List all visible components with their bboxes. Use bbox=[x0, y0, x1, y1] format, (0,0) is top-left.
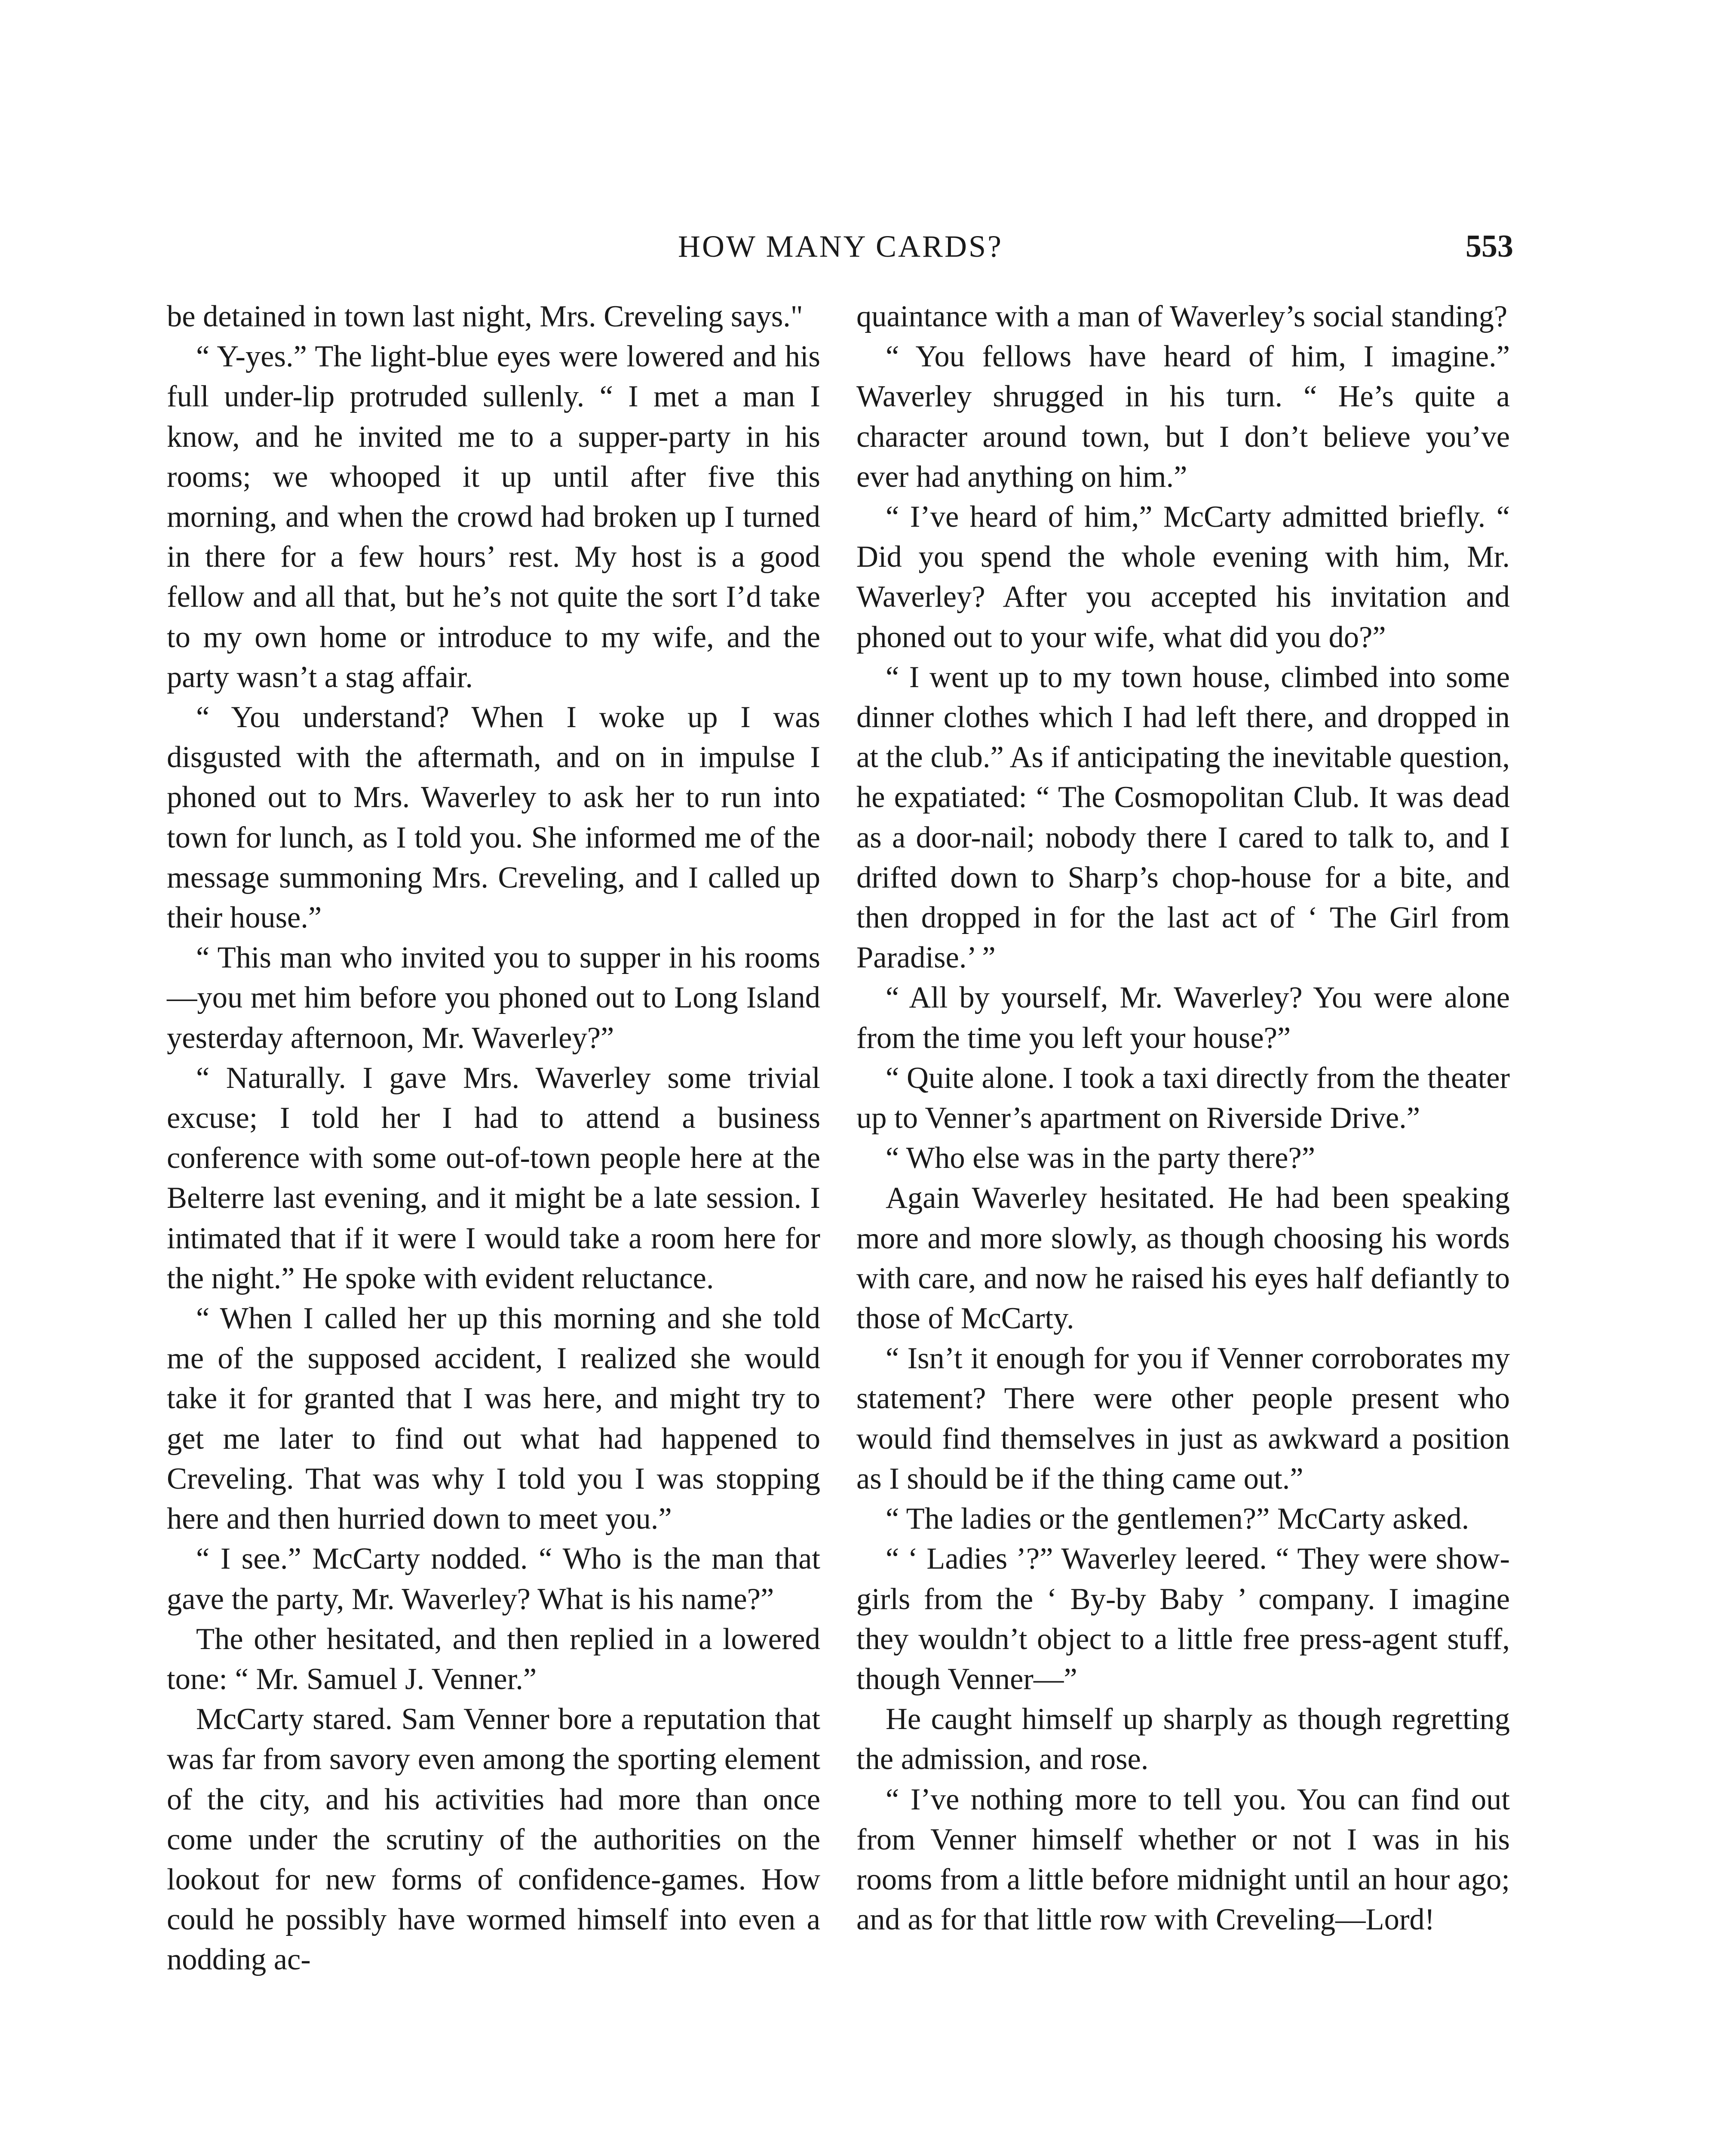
paragraph: “ I see.” McCarty nodded. “ Who is the man that gave the party, Mr. Waverley? What is his name?” bbox=[167, 1542, 820, 1616]
paragraph: “ Who else was in the party there?” bbox=[886, 1141, 1315, 1175]
paragraph: “ Isn’t it enough for you if Venner corroborates my statement? There were other people present who would find themselves in just as awkward a position as I should be if the thing came out.” bbox=[856, 1342, 1510, 1496]
running-title: HOW MANY CARDS? bbox=[678, 229, 1003, 264]
paragraph: “ The ladies or the gentlemen?” McCarty asked. bbox=[886, 1502, 1469, 1536]
paragraph: “ You fellows have heard of him, I imagine.” Waverley shrugged in his turn. “ He’s quite a character around town, but I don’t believe you’ve ever had anything on him.” bbox=[856, 340, 1510, 494]
paragraph: “ This man who invited you to supper in his rooms—you met him before you phoned out to Long Island yesterday afternoon, Mr. Waverley?” bbox=[167, 941, 820, 1055]
paragraph: He caught himself up sharply as though regretting the admission, and rose. bbox=[856, 1702, 1510, 1776]
paragraph: “ Quite alone. I took a taxi directly from the theater up to Venner’s apartment on Riverside Drive.” bbox=[856, 1061, 1510, 1135]
paragraph: McCarty stared. Sam Venner bore a reputation that was far from savory even among the sporting element of the city, and his activities had more than once come under the scrutiny of the authorities on the lookout for new forms of confidence-games. How could he possibly have wormed himself into even a nodding ac- bbox=[167, 1702, 820, 1977]
right-column bbox=[856, 297, 1510, 1940]
paragraph: “ All by yourself, Mr. Waverley? You were alone from the time you left your house?” bbox=[856, 981, 1510, 1055]
page-number: 553 bbox=[1466, 229, 1513, 264]
left-column bbox=[167, 297, 820, 1980]
paragraph: “ I’ve nothing more to tell you. You can find out from Venner himself whether or not I was in his rooms from a little before midnight until an hour ago; and as for that little row with Creveling—Lord! bbox=[856, 1782, 1510, 1937]
paragraph: “ I went up to my town house, climbed into some dinner clothes which I had left there, and dropped in at the club.” As if anticipating the inevitable question, he expatiated: “ The Cosmopolitan Club. It was dead as a door-nail; nobody there I cared to talk to, and I drifted down to Sharp’s chop-house for a bite, and then dropped in for the last act of ‘ The Girl from Paradise.’ ” bbox=[856, 660, 1510, 975]
paragraph: “ You understand? When I woke up I was disgusted with the aftermath, and on in impulse I phoned out to Mrs. Waverley to ask her to run into town for lunch, as I told you. She informed me of the message summoning Mrs. Creveling, and I called up their house.” bbox=[167, 700, 820, 935]
running-head bbox=[168, 223, 1513, 270]
paragraph: Again Waverley hesitated. He had been speaking more and more slowly, as though choosing his words with care, and now he raised his eyes half defiantly to those of McCarty. bbox=[856, 1181, 1510, 1336]
paragraph: “ I’ve heard of him,” McCarty admitted briefly. “ Did you spend the whole evening with him, Mr. Waverley? After you accepted his invitation and phoned out to your wife, what did you do?” bbox=[856, 500, 1510, 654]
paragraph: “ When I called her up this morning and she told me of the supposed accident, I realized she would take it for granted that I was here, and might try to get me later to find out what had happened to Creveling. That was why I told you I was stopping here and then hurried down to meet you.” bbox=[167, 1302, 820, 1536]
paragraph: be detained in town last night, Mrs. Creveling says." bbox=[167, 300, 803, 333]
paragraph: “ ‘ Ladies ’?” Waverley leered. “ They were show-girls from the ‘ By-by Baby ’ company. I imagine they wouldn’t object to a little free press-agent stuff, though Venner—” bbox=[856, 1542, 1510, 1696]
paragraph: “ Naturally. I gave Mrs. Waverley some trivial excuse; I told her I had to attend a business conference with some out-of-town people here at the Belterre last evening, and it might be a late session. I intimated that if it were I would take a room here for the night.” He spoke with evident reluctance. bbox=[167, 1061, 820, 1295]
paragraph: “ Y-yes.” The light-blue eyes were lowered and his full under-lip protruded sullenly. “ I met a man I know, and he invited me to a supper-party in his rooms; we whooped it up until after five this morning, and when the crowd had broken up I turned in there for a few hours’ rest. My host is a good fellow and all that, but he’s not quite the sort I’d take to my own home or introduce to my wife, and the party wasn’t a stag affair. bbox=[167, 340, 820, 694]
paragraph: quaintance with a man of Waverley’s social standing? bbox=[856, 300, 1508, 333]
paragraph: The other hesitated, and then replied in a lowered tone: “ Mr. Samuel J. Venner.” bbox=[167, 1622, 820, 1696]
